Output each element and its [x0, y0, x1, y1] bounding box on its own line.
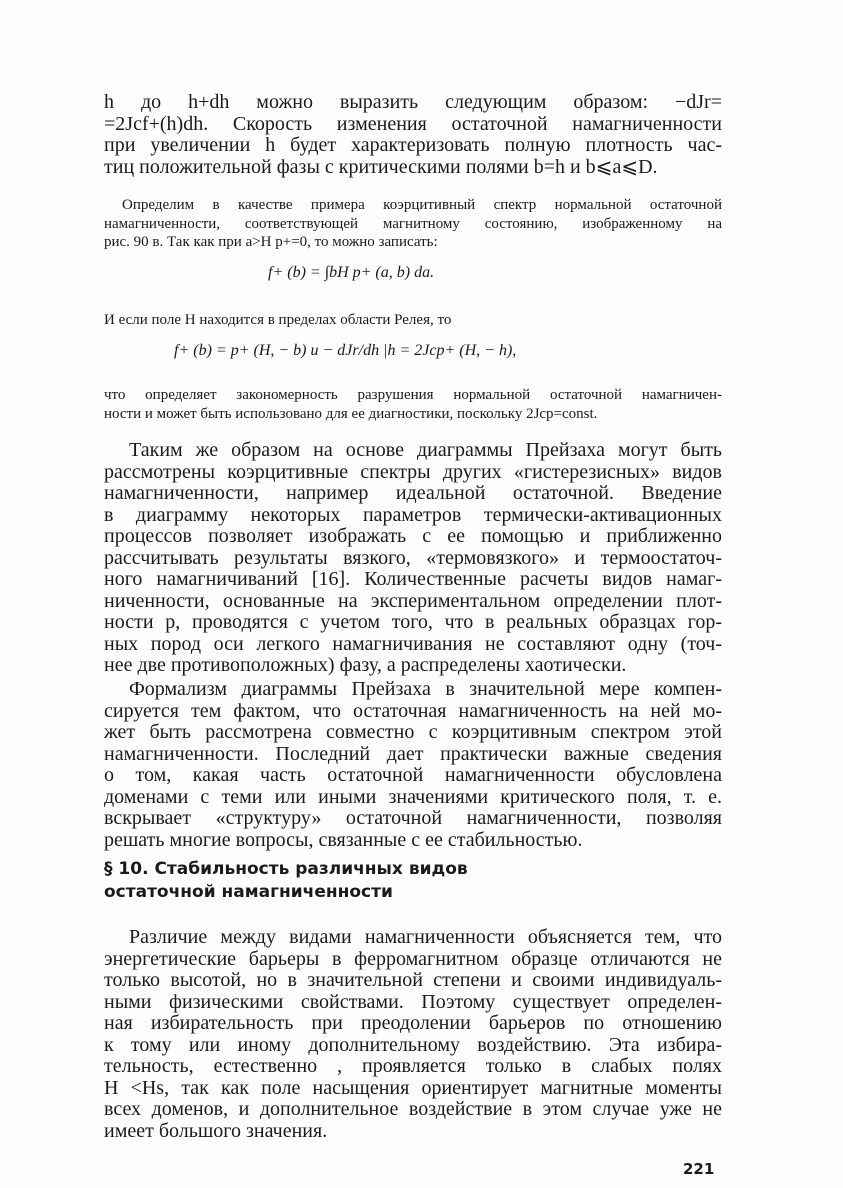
text-line: в диаграмму некоторых параметров термически-активационных	[104, 503, 722, 526]
text-line: энергетические барьеры в ферромагнитном образце отличаются не	[104, 947, 722, 970]
text-line: Формализм диаграммы Прейзаха в значительной мере компен-	[129, 678, 722, 700]
text-line: только высотой, но в значительной степени и своими индивидуаль-	[104, 969, 722, 991]
text-line: процессов позволяет изображать с ее помощью и приближенно	[104, 525, 722, 547]
section-heading	[104, 858, 468, 904]
text-line: H <Hs, так как поле насыщения ориентирует магнитные моменты	[104, 1076, 722, 1099]
paragraph-1	[104, 92, 722, 178]
text-line: ности p, проводятся с учетом того, что в реальных образцах гор-	[104, 611, 722, 633]
text-line: рассмотрены коэрцитивные спектры других «гистерезисных» видов	[104, 460, 722, 483]
text-line: имеет большого значения.	[104, 1119, 328, 1142]
small-paragraph-2	[104, 311, 722, 330]
text-line: решать многие вопросы, связанные с ее стабильностью.	[104, 828, 583, 851]
text-line: жет быть рассмотрена совместно с коэрцитивным спектром этой	[104, 721, 722, 743]
formula-1: f+ (b) = ∫bH p+ (a, b) da.	[268, 264, 435, 281]
formula-2: f+ (b) = p+ (H, − b) и − dJr/dh |h = 2Jcp+ (H, − h),	[174, 342, 517, 359]
page-number: 221	[683, 1160, 715, 1178]
text-line: тельность, естественно , проявляется только в слабых полях	[104, 1055, 722, 1077]
text-line: к тому или иному дополнительному воздействию. Эта избира-	[104, 1033, 722, 1056]
paragraph-3	[104, 679, 722, 851]
text-line: намагниченности, соответствующей магнитному состоянию, изображенному на	[104, 215, 722, 232]
text-line: тиц положительной фазы с критическими полями b=h и b⩽a⩽D.	[104, 155, 658, 178]
text-line: намагниченности, например идеальной остаточной. Введение	[104, 482, 722, 504]
text-line: ная избирательность при преодолении барьеров по отношению	[104, 1012, 722, 1034]
text-line: всех доменов, и дополнительное воздействие в этом случае уже не	[104, 1098, 722, 1120]
text-line: намагниченности. Последний дает практически важные сведения	[104, 742, 722, 765]
text-line: ных пород оси легкого намагничивания не составляют одну (точ-	[104, 632, 722, 655]
text-line: ными физическими свойствами. Поэтому существует определен-	[104, 990, 722, 1013]
paragraph-4	[104, 927, 722, 1142]
text-line: рис. 90 в. Так как при a>H p+=0, то можно записать:	[104, 234, 438, 250]
text-line: рассчитывать результаты вязкого, «термовязкого» и термоостаточ-	[104, 546, 722, 569]
text-line: нее две противоположных) фазу, а распределены хаотически.	[104, 654, 627, 676]
text-line: о том, какая часть остаточной намагниченности обусловлена	[104, 764, 722, 786]
text-line: Определим в качестве примера коэрцитивный спектр нормальной остаточной	[122, 197, 722, 213]
small-paragraph-1	[104, 196, 722, 252]
text-line: ности и может быть использовано для ее диагностики, поскольку 2Jcp=const.	[104, 405, 598, 422]
paragraph-2	[104, 440, 722, 677]
text-line: ниченности, основанные на экспериментальном определении плот-	[104, 589, 722, 612]
text-line: доменами с теми или иными значениями критического поля, т. е.	[104, 785, 722, 808]
text-line: сируется тем фактом, что остаточная намагниченность на ней мо-	[104, 699, 722, 722]
text-line: Различие между видами намагниченности объясняется тем, что	[129, 926, 722, 948]
text-line: вскрывает «структуру» остаточной намагниченности, позволяя	[104, 807, 722, 829]
heading-line: § 10. Стабильность различных видов	[104, 859, 468, 879]
small-paragraph-3	[104, 386, 722, 423]
text-line: h до h+dh можно выразить следующим образом: −dJr=	[104, 91, 722, 113]
text-line: =2Jcf+(h)dh. Скорость изменения остаточной намагниченности	[104, 112, 722, 135]
text-line: что определяет закономерность разрушения нормальной остаточной намагничен-	[104, 387, 722, 403]
text-line: при увеличении h будет характеризовать полную плотность час-	[104, 134, 722, 156]
heading-line: остаточной намагниченности	[104, 882, 393, 902]
text-line: Таким же образом на основе диаграммы Прейзаха могут быть	[129, 439, 722, 461]
text-line: И если поле H находится в пределах области Релея, то	[104, 312, 452, 328]
text-line: ного намагничиваний [16]. Количественные расчеты видов намаг-	[104, 568, 722, 590]
